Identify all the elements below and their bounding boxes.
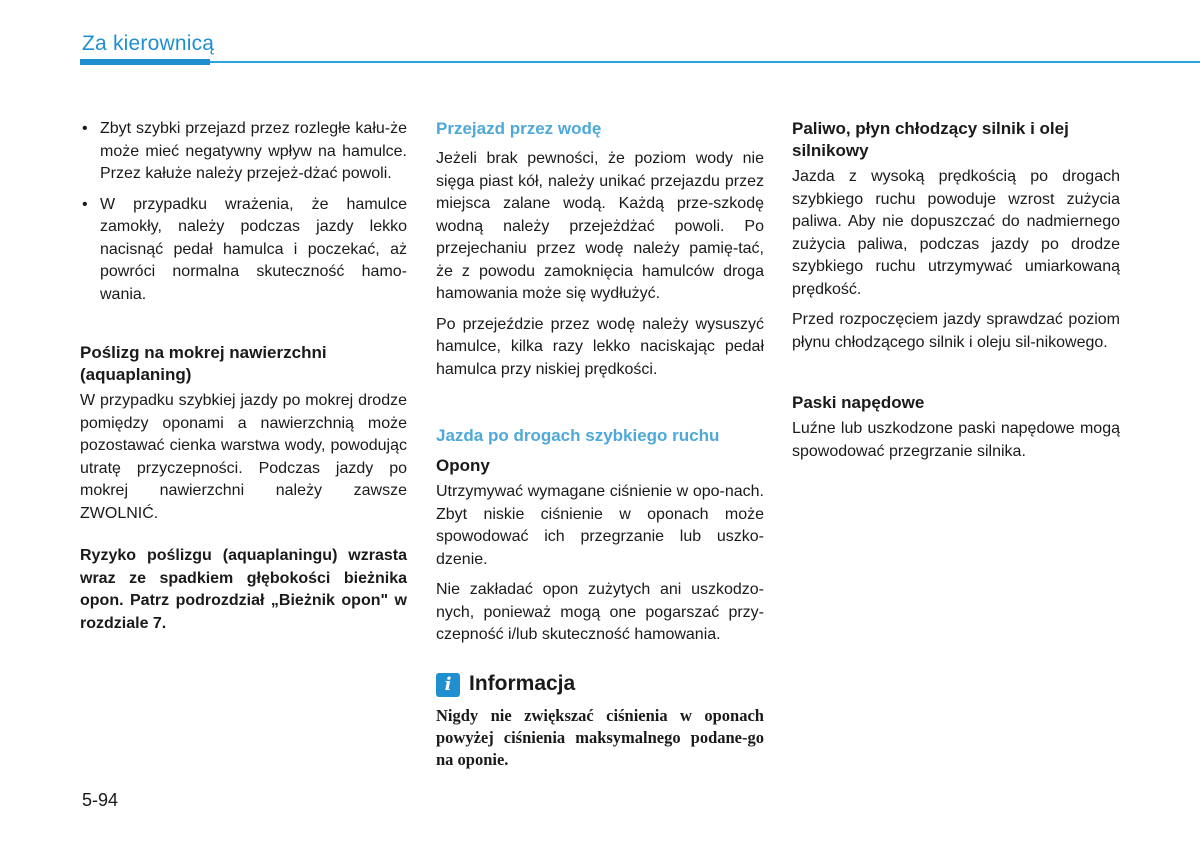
water-crossing-text: Jeżeli brak pewności, że poziom wody nie sięga piast kół, należy unikać przejazdu przez miejsca zalane wodą. Każdą prze-szkodę wodną należy przejeżdżać powoli. Po przejechaniu przez wodę należy pamię-tać, że z powodu zamoknięcia hamulców droga hamowania może się wydłużyć.: [436, 150, 764, 302]
aquaplaning-text: W przypadku szybkiej jazdy po mokrej drodze pomiędzy oponami a nawierzchnią może pozostawać cienka warstwa wody, powodując utratę przyczepności. Podczas jazdy po mokrej nawierzchni należy zawsze ZWOLNIĆ.: [80, 392, 407, 522]
tires-heading: Opony: [436, 456, 490, 475]
header-rule-accent: [80, 59, 210, 65]
water-crossing-brakes-text: Po przejeździe przez wodę należy wysuszyć hamulce, kilka razy lekko naciskając pedał hamulca przy niskiej prędkości.: [436, 315, 764, 378]
fluid-check-text: Przed rozpoczęciem jazdy sprawdzać poziom płynu chłodzącego silnik i oleju sil-nikowego.: [792, 311, 1120, 351]
info-icon: i: [436, 673, 460, 697]
aquaplaning-heading: Poślizg na mokrej nawierzchni (aquaplaning): [80, 343, 327, 384]
section-title: Za kierownicą: [82, 32, 215, 55]
header-rule: [80, 61, 1200, 63]
bullet-list: [80, 118, 407, 306]
fuel-consumption-text: Jazda z wysoką prędkością po drogach szybkiego ruchu powoduje wzrost zużycia paliwa. Aby nie dopuszczać do nadmiernego zużycia paliwa, podczas jazdy po drodze szybkiego ruchu utrzymywać umiarkowaną prędkość.: [792, 168, 1120, 298]
tires-worn-text: Nie zakładać opon zużytych ani uszkodzo-nych, ponieważ mogą one pogarszać przy-czepność i/lub skuteczność hamowania.: [436, 581, 764, 643]
drive-belts-text: Luźne lub uszkodzone paski napędowe mogą spowodować przegrzanie silnika.: [792, 420, 1120, 460]
fuel-heading: Paliwo, płyn chłodzący silnik i olej silnikowy: [792, 119, 1069, 160]
column-middle: [436, 118, 764, 771]
highway-heading: Jazda po drogach szybkiego ruchu: [436, 426, 720, 445]
info-title: Informacja: [469, 672, 576, 696]
column-right: [792, 118, 1120, 471]
tires-pressure-text: Utrzymywać wymagane ciśnienie w opo-nach. Zbyt niskie ciśnienie w oponach może spowodować ich przegrzanie lub uszko-dzenie.: [436, 483, 764, 568]
page-number: 5-94: [82, 790, 119, 810]
aquaplaning-warning: Ryzyko poślizgu (aquaplaningu) wzrasta wraz ze spadkiem głębokości bieżnika opon. Patrz podrozdział „Bieżnik opon" w rozdziale 7.: [80, 547, 407, 632]
column-left: [80, 118, 407, 643]
info-header: [436, 673, 764, 697]
drive-belts-heading: Paski napędowe: [792, 393, 925, 412]
info-text: Nigdy nie zwiększać ciśnienia w oponach powyżej ciśnienia maksymalnego podane-go na oponie.: [436, 705, 764, 769]
water-crossing-heading: Przejazd przez wodę: [436, 119, 602, 138]
list-item: • W przypadku wrażenia, że hamulce zamokły, należy podczas jazdy lekko nacisnąć pedał hamulca i poczekać, aż powróci normalna skuteczność hamo-wania.: [80, 194, 407, 307]
list-item: • Zbyt szybki przejazd przez rozległe kału-że może mieć negatywny wpływ na hamulce. Przez kałuże należy przejeż-dżać powoli.: [80, 118, 407, 186]
